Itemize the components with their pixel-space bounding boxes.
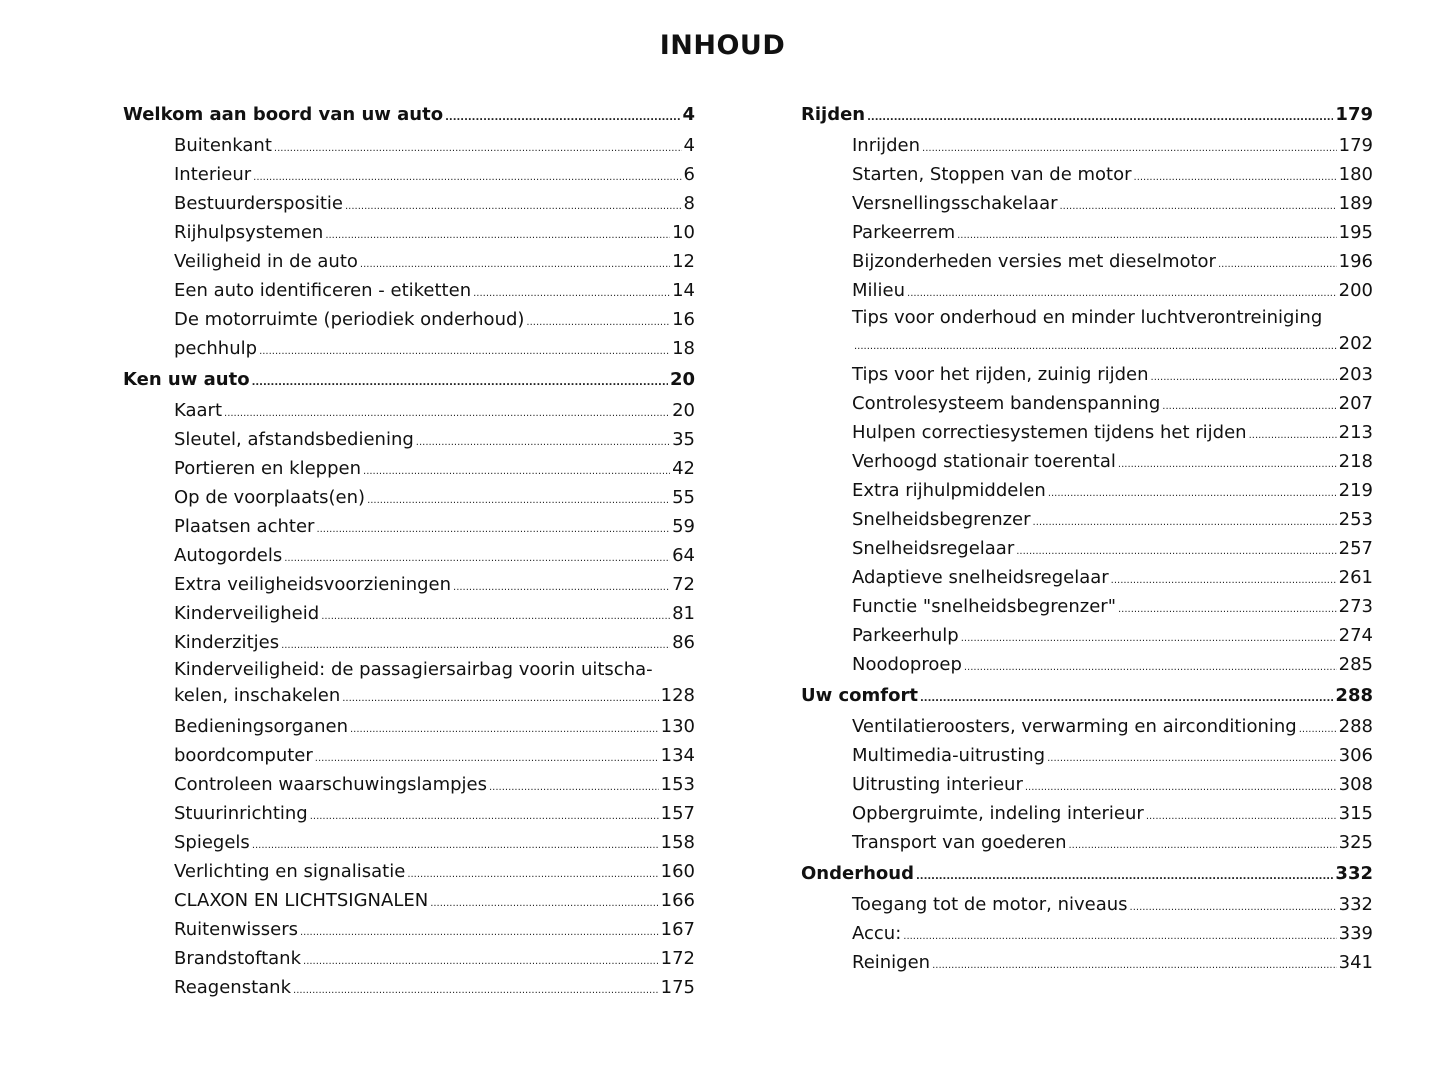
toc-section-label: Ken uw auto xyxy=(123,369,250,390)
toc-page-number: 207 xyxy=(1338,393,1373,414)
leader-dots xyxy=(453,573,670,602)
toc-item-label: Tips voor onderhoud en minder luchtverontreiniging xyxy=(852,307,1323,328)
toc-page-number: 332 xyxy=(1335,863,1373,884)
leader-dots xyxy=(1130,893,1337,922)
toc-item[interactable] xyxy=(123,944,695,973)
toc-item[interactable] xyxy=(801,247,1373,276)
leader-dots xyxy=(284,544,670,573)
toc-page-number: 306 xyxy=(1338,745,1373,766)
toc-page-number: 10 xyxy=(672,222,695,243)
leader-dots xyxy=(1118,450,1337,479)
toc-item[interactable] xyxy=(123,628,695,657)
toc-page-number: 20 xyxy=(669,369,695,390)
toc-item-label: Tips voor het rijden, zuinig rijden xyxy=(852,364,1149,385)
toc-item-label: Kinderveiligheid xyxy=(174,603,320,624)
leader-dots xyxy=(1047,744,1337,773)
toc-column-left xyxy=(123,98,695,1002)
leader-dots xyxy=(274,134,682,163)
toc-item[interactable] xyxy=(123,741,695,770)
leader-dots xyxy=(325,221,670,250)
toc-item-label: Multimedia-uitrusting xyxy=(852,745,1046,766)
toc-page-number: 55 xyxy=(672,487,695,508)
leader-dots xyxy=(367,486,670,515)
leader-dots xyxy=(961,624,1337,653)
leader-dots xyxy=(1033,508,1337,537)
leader-dots xyxy=(957,221,1337,250)
toc-page-number: 274 xyxy=(1338,625,1373,646)
toc-page-number: 16 xyxy=(672,309,695,330)
toc-page-number: 261 xyxy=(1338,567,1373,588)
toc-item[interactable] xyxy=(801,741,1373,770)
toc-page-number: 157 xyxy=(660,803,695,824)
leader-dots xyxy=(342,686,658,712)
leader-dots xyxy=(1299,715,1337,744)
toc-page-number: 325 xyxy=(1338,832,1373,853)
toc-item[interactable] xyxy=(801,592,1373,621)
toc-item[interactable] xyxy=(801,621,1373,650)
toc-page-number: 179 xyxy=(1338,135,1373,156)
toc-page-number: 4 xyxy=(682,104,695,125)
toc-item[interactable] xyxy=(801,534,1373,563)
toc-page-number: 288 xyxy=(1335,685,1373,706)
toc-item[interactable] xyxy=(123,599,695,628)
toc-item-label: Spiegels xyxy=(174,832,250,853)
toc-page-number: 339 xyxy=(1338,923,1373,944)
toc-item[interactable] xyxy=(123,305,695,334)
leader-dots xyxy=(345,192,682,221)
leader-dots xyxy=(920,682,1333,715)
toc-item[interactable] xyxy=(801,476,1373,505)
leader-dots xyxy=(1025,773,1337,802)
page-title: INHOUD xyxy=(659,30,786,61)
toc-item-label: Bestuurderspositie xyxy=(174,193,343,214)
toc-item-label: Milieu xyxy=(852,280,906,301)
toc-item[interactable] xyxy=(123,483,695,512)
leader-dots xyxy=(916,860,1333,893)
toc-item-label: Interieur xyxy=(174,164,252,185)
toc-item-label: Op de voorplaats(en) xyxy=(174,487,366,508)
toc-item[interactable] xyxy=(801,160,1373,189)
toc-page-number: 128 xyxy=(660,685,695,706)
toc-item-label: Transport van goederen xyxy=(852,832,1067,853)
toc-section-label: Welkom aan boord van uw auto xyxy=(123,104,444,125)
toc-page-number: 179 xyxy=(1335,104,1373,125)
toc-section-label: Onderhoud xyxy=(801,863,914,884)
toc-page-number: 253 xyxy=(1338,509,1373,530)
leader-dots xyxy=(526,308,670,337)
toc-item[interactable] xyxy=(801,389,1373,418)
toc-item-label: Bijzonderheden versies met dieselmotor xyxy=(852,251,1216,272)
toc-item-label: Buitenkant xyxy=(174,135,272,156)
toc-item-label: Reagenstank xyxy=(174,977,292,998)
toc-item-label: kelen, inschakelen xyxy=(174,685,341,706)
leader-dots xyxy=(1162,392,1336,421)
toc-item-label: Adaptieve snelheidsregelaar xyxy=(852,567,1109,588)
toc-item-label: De motorruimte (periodiek onderhoud) xyxy=(174,309,525,330)
toc-item-label: Veiligheid in de auto xyxy=(174,251,358,272)
toc-item-label: Starten, Stoppen van de motor xyxy=(852,164,1132,185)
leader-dots xyxy=(321,602,670,631)
toc-page-number: 202 xyxy=(1338,333,1373,354)
toc-item[interactable] xyxy=(801,189,1373,218)
toc-item[interactable] xyxy=(123,218,695,247)
toc-page-number: 134 xyxy=(660,745,695,766)
toc-item-label: Ventilatieroosters, verwarming en airconditioning xyxy=(852,716,1297,737)
toc-item-label: boordcomputer xyxy=(174,745,313,766)
toc-page-number: 172 xyxy=(660,948,695,969)
leader-dots xyxy=(867,101,1333,134)
toc-page-number: 195 xyxy=(1338,222,1373,243)
leader-dots xyxy=(252,831,659,860)
toc-item-label: Controleen waarschuwingslampjes xyxy=(174,774,487,795)
toc-item-label: Parkeerhulp xyxy=(852,625,959,646)
toc-section[interactable] xyxy=(801,98,1373,131)
leader-dots xyxy=(363,457,670,486)
leader-dots xyxy=(303,947,659,976)
toc-item-label: Een auto identificeren - etiketten xyxy=(174,280,472,301)
toc-item[interactable] xyxy=(801,276,1373,305)
toc-page-number: 59 xyxy=(672,516,695,537)
toc-item[interactable] xyxy=(123,396,695,425)
leader-dots xyxy=(489,773,659,802)
toc-item[interactable] xyxy=(123,570,695,599)
toc-page-number: 6 xyxy=(683,164,695,185)
toc-item[interactable] xyxy=(123,886,695,915)
toc-page-number: 308 xyxy=(1338,774,1373,795)
toc-page-number: 160 xyxy=(660,861,695,882)
toc-item-label: Extra rijhulpmiddelen xyxy=(852,480,1046,501)
toc-item[interactable] xyxy=(123,799,695,828)
leader-dots xyxy=(1111,566,1337,595)
toc-page-number: 4 xyxy=(683,135,695,156)
toc-item-label: Functie "snelheidsbegrenzer" xyxy=(852,596,1116,617)
leader-dots xyxy=(350,715,659,744)
toc-section-label: Uw comfort xyxy=(801,685,918,706)
toc-item-label: Toegang tot de motor, niveaus xyxy=(852,894,1128,915)
toc-item-label: Ruitenwissers xyxy=(174,919,298,940)
toc-item[interactable] xyxy=(123,857,695,886)
toc-page-number: 42 xyxy=(672,458,695,479)
leader-dots xyxy=(259,337,670,366)
toc-item[interactable] xyxy=(123,828,695,857)
leader-dots xyxy=(1151,363,1337,392)
toc-item[interactable] xyxy=(801,563,1373,592)
toc-page-number: 213 xyxy=(1338,422,1373,443)
toc-item-label: Reinigen xyxy=(852,952,931,973)
toc-page-number: 86 xyxy=(672,632,695,653)
toc-page-number: 14 xyxy=(672,280,695,301)
toc-item[interactable] xyxy=(801,505,1373,534)
leader-dots xyxy=(907,279,1337,308)
toc-item[interactable] xyxy=(123,712,695,741)
toc-page-number: 167 xyxy=(660,919,695,940)
toc-item-label: Inrijden xyxy=(852,135,921,156)
leader-dots xyxy=(1134,163,1337,192)
leader-dots xyxy=(407,860,658,889)
toc-item[interactable] xyxy=(801,948,1373,977)
leader-dots xyxy=(445,101,680,134)
leader-dots xyxy=(281,631,670,660)
toc-item[interactable] xyxy=(801,447,1373,476)
toc-item[interactable] xyxy=(801,360,1373,389)
toc-item[interactable] xyxy=(123,425,695,454)
leader-dots xyxy=(1118,595,1337,624)
toc-item[interactable] xyxy=(801,218,1373,247)
toc-page-number: 219 xyxy=(1338,480,1373,501)
toc-item[interactable] xyxy=(801,770,1373,799)
toc-item-label: Accu: xyxy=(852,923,902,944)
leader-dots xyxy=(473,279,670,308)
toc-item[interactable] xyxy=(123,160,695,189)
toc-item[interactable] xyxy=(801,828,1373,857)
toc-item[interactable] xyxy=(801,919,1373,948)
toc-page-number: 166 xyxy=(660,890,695,911)
toc-item-label: Noodoproep xyxy=(852,654,962,675)
toc-page-number: 153 xyxy=(660,774,695,795)
toc-page-number: 35 xyxy=(672,429,695,450)
leader-dots xyxy=(1069,831,1337,860)
toc-page-number: 257 xyxy=(1338,538,1373,559)
leader-dots xyxy=(430,889,658,918)
toc-page-number: 341 xyxy=(1338,952,1373,973)
toc-item[interactable] xyxy=(123,276,695,305)
leader-dots xyxy=(224,399,670,428)
leader-dots xyxy=(1249,421,1337,450)
toc-page-number: 285 xyxy=(1338,654,1373,675)
toc-page-number: 218 xyxy=(1338,451,1373,472)
toc-item-label: CLAXON EN LICHTSIGNALEN xyxy=(174,890,429,911)
toc-item-label: Sleutel, afstandsbediening xyxy=(174,429,414,450)
toc-item-label: Kinderzitjes xyxy=(174,632,280,653)
toc-item-label: Snelheidsbegrenzer xyxy=(852,509,1031,530)
toc-page-number: 8 xyxy=(683,193,695,214)
toc-item-label: Kaart xyxy=(174,400,223,421)
leader-dots xyxy=(416,428,670,457)
leader-dots xyxy=(293,976,659,1005)
toc-item[interactable] xyxy=(123,131,695,160)
toc-item-label: Controlesysteem bandenspanning xyxy=(852,393,1161,414)
toc-item[interactable] xyxy=(801,799,1373,828)
leader-dots xyxy=(315,744,659,773)
toc-page-number: 200 xyxy=(1338,280,1373,301)
toc-section[interactable] xyxy=(123,363,695,396)
toc-item-label: Extra veiligheidsvoorzieningen xyxy=(174,574,452,595)
toc-item-label: Verlichting en signalisatie xyxy=(174,861,406,882)
toc-page-number: 189 xyxy=(1338,193,1373,214)
toc-item-label: Hulpen correctiesystemen tijdens het rijden xyxy=(852,422,1247,443)
toc-page-number: 315 xyxy=(1338,803,1373,824)
leader-dots xyxy=(964,653,1337,682)
toc-item[interactable] xyxy=(123,334,695,363)
toc-section-label: Rijden xyxy=(801,104,866,125)
toc-item[interactable] xyxy=(123,541,695,570)
leader-dots xyxy=(253,163,681,192)
toc-item[interactable] xyxy=(801,305,1373,360)
leader-dots xyxy=(300,918,659,947)
leader-dots xyxy=(310,802,659,831)
leader-dots xyxy=(1060,192,1337,221)
toc-item[interactable] xyxy=(123,657,695,712)
leader-dots xyxy=(1016,537,1336,566)
toc-page-number: 130 xyxy=(660,716,695,737)
leader-dots xyxy=(316,515,670,544)
leader-dots xyxy=(360,250,670,279)
leader-dots xyxy=(932,951,1337,980)
toc-item[interactable] xyxy=(123,915,695,944)
toc-item-label: Rijhulpsystemen xyxy=(174,222,324,243)
toc-item[interactable] xyxy=(801,418,1373,447)
leader-dots xyxy=(922,134,1337,163)
toc-page-number: 203 xyxy=(1338,364,1373,385)
toc-item[interactable] xyxy=(123,247,695,276)
toc-item-label: Autogordels xyxy=(174,545,283,566)
toc-page-number: 332 xyxy=(1338,894,1373,915)
toc-page-number: 20 xyxy=(672,400,695,421)
toc-page-number: 158 xyxy=(660,832,695,853)
toc-item[interactable] xyxy=(801,131,1373,160)
toc-item[interactable] xyxy=(801,890,1373,919)
toc-item-label: Stuurinrichting xyxy=(174,803,308,824)
toc-page-number: 180 xyxy=(1338,164,1373,185)
toc-item-label: Versnellingsschakelaar xyxy=(852,193,1058,214)
toc-item[interactable] xyxy=(801,712,1373,741)
toc-section[interactable] xyxy=(801,679,1373,712)
toc-item-label: Plaatsen achter xyxy=(174,516,315,537)
toc-section[interactable] xyxy=(801,857,1373,890)
toc-item[interactable] xyxy=(123,973,695,1002)
toc-item-label: Opbergruimte, indeling interieur xyxy=(852,803,1144,824)
toc-page-number: 64 xyxy=(672,545,695,566)
toc-page-number: 72 xyxy=(672,574,695,595)
leader-dots xyxy=(252,366,668,399)
toc-page-number: 81 xyxy=(672,603,695,624)
toc-page-number: 273 xyxy=(1338,596,1373,617)
toc-item[interactable] xyxy=(123,189,695,218)
toc-item-label: pechhulp xyxy=(174,338,258,359)
leader-dots xyxy=(854,334,1337,360)
toc-column-right xyxy=(801,98,1373,977)
leader-dots xyxy=(1048,479,1337,508)
toc-item-label: Snelheidsregelaar xyxy=(852,538,1015,559)
toc-item[interactable] xyxy=(801,650,1373,679)
toc-item-label: Uitrusting interieur xyxy=(852,774,1023,795)
toc-page-number: 18 xyxy=(672,338,695,359)
toc-item-label: Parkeerrem xyxy=(852,222,956,243)
toc-page-number: 288 xyxy=(1338,716,1373,737)
toc-page-number: 12 xyxy=(672,251,695,272)
toc-item-label: Verhoogd stationair toerental xyxy=(852,451,1116,472)
leader-dots xyxy=(903,922,1336,951)
toc-section[interactable] xyxy=(123,98,695,131)
toc-item-label: Brandstoftank xyxy=(174,948,302,969)
toc-item[interactable] xyxy=(123,512,695,541)
toc-item[interactable] xyxy=(123,770,695,799)
toc-item[interactable] xyxy=(123,454,695,483)
toc-page-number: 196 xyxy=(1338,251,1373,272)
leader-dots xyxy=(1218,250,1337,279)
leader-dots xyxy=(1146,802,1337,831)
toc-item-label: Bedieningsorganen xyxy=(174,716,348,737)
toc-item-label: Kinderveiligheid: de passagiersairbag voorin uitscha- xyxy=(174,659,653,680)
toc-item-label: Portieren en kleppen xyxy=(174,458,362,479)
toc-page-number: 175 xyxy=(660,977,695,998)
